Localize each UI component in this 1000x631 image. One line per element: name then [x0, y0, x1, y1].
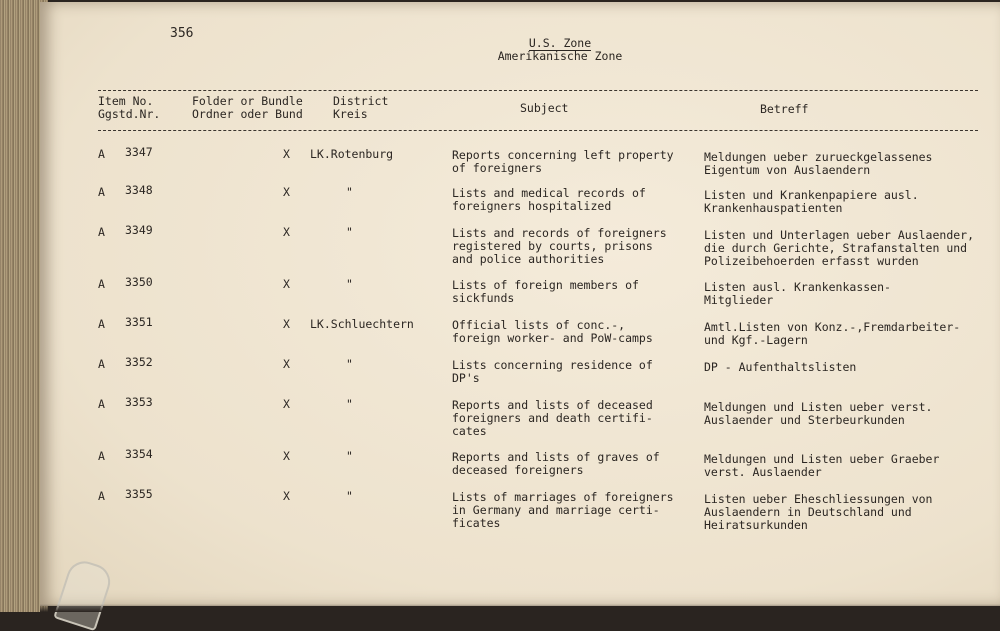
- header-subject: Subject: [520, 101, 569, 115]
- zone-subtitle: Amerikanische Zone: [497, 49, 623, 63]
- district: ": [346, 357, 353, 371]
- betreff: DP - Aufenthaltslisten: [704, 360, 857, 374]
- betreff: Meldungen ueber zurueckgelassenes Eigentum von Auslaendern: [704, 150, 933, 177]
- document-page: [40, 2, 1000, 606]
- folder-mark: X: [283, 317, 290, 331]
- zone-title: [480, 36, 640, 50]
- header-district: [333, 95, 388, 121]
- betreff: Meldungen und Listen ueber verst. Auslaender und Sterbeurkunden: [704, 400, 933, 427]
- item-number: 3349: [125, 223, 153, 237]
- page-number: 356: [170, 26, 194, 41]
- header-folder-line2: Ordner oder Bund: [192, 107, 303, 121]
- betreff: Meldungen und Listen ueber Graeber verst. Auslaender: [704, 452, 940, 479]
- header-item-line1: Item No.: [98, 94, 154, 108]
- folder-mark: X: [283, 225, 290, 239]
- item-number: 3353: [125, 395, 153, 409]
- subject: Lists of marriages of foreigners in Germany and marriage certi- ficates: [452, 490, 674, 530]
- row-letter: A: [98, 277, 105, 291]
- subject: Lists and medical records of foreigners hospitalized: [452, 186, 646, 213]
- header-folder: [192, 95, 303, 121]
- page-bottom-shadow: [40, 604, 1000, 612]
- district: ": [346, 225, 353, 239]
- district: ": [346, 489, 353, 503]
- district: ": [346, 397, 353, 411]
- folder-mark: X: [283, 185, 290, 199]
- subject: Reports and lists of graves of deceased foreigners: [452, 450, 660, 477]
- item-number: 3352: [125, 355, 153, 369]
- subject: Lists and records of foreigners registered by courts, prisons and police authorities: [452, 226, 667, 266]
- header-district-line2: Kreis: [333, 107, 368, 121]
- item-number: 3347: [125, 145, 153, 159]
- zone-title-text: U.S. Zone: [528, 36, 592, 50]
- header-folder-line1: Folder or Bundle: [192, 94, 303, 108]
- betreff: Amtl.Listen von Konz.-,Fremdarbeiter- und Kgf.-Lagern: [704, 320, 961, 347]
- folder-mark: X: [283, 489, 290, 503]
- folder-mark: X: [283, 357, 290, 371]
- header-betreff: Betreff: [760, 102, 809, 116]
- row-letter: A: [98, 225, 105, 239]
- district: ": [346, 185, 353, 199]
- row-letter: A: [98, 397, 105, 411]
- page-clip: [53, 557, 115, 631]
- subject: Reports concerning left property of foreigners: [452, 148, 674, 175]
- district: LK.Schluechtern: [310, 317, 414, 331]
- row-letter: A: [98, 489, 105, 503]
- betreff: Listen und Krankenpapiere ausl. Krankenhauspatienten: [704, 188, 919, 215]
- betreff: Listen und Unterlagen ueber Auslaender, die durch Gerichte, Strafanstalten und Polizeibehoerden erfasst wurden: [704, 228, 975, 268]
- folder-mark: X: [283, 397, 290, 411]
- item-number: 3354: [125, 447, 153, 461]
- district: LK.Rotenburg: [310, 147, 394, 161]
- row-letter: A: [98, 185, 105, 199]
- row-letter: A: [98, 317, 105, 331]
- subject: Lists of foreign members of sickfunds: [452, 278, 639, 305]
- item-number: 3348: [125, 183, 153, 197]
- item-number: 3351: [125, 315, 153, 329]
- header-bottom-rule: [98, 130, 978, 131]
- row-letter: A: [98, 357, 105, 371]
- row-letter: A: [98, 147, 105, 161]
- header-district-line1: District: [333, 94, 389, 108]
- item-number: 3350: [125, 275, 153, 289]
- subject: Lists concerning residence of DP's: [452, 358, 653, 385]
- betreff: Listen ueber Eheschliessungen von Auslaendern in Deutschland und Heiratsurkunden: [704, 492, 933, 532]
- subject: Official lists of conc.-, foreign worker- and PoW-camps: [452, 318, 653, 345]
- subject: Reports and lists of deceased foreigners and death certifi- cates: [452, 398, 653, 438]
- folder-mark: X: [283, 449, 290, 463]
- district: ": [346, 277, 353, 291]
- row-letter: A: [98, 449, 105, 463]
- header-top-rule: [98, 90, 978, 91]
- district: ": [346, 449, 353, 463]
- folder-mark: X: [283, 147, 290, 161]
- folder-mark: X: [283, 277, 290, 291]
- betreff: Listen ausl. Krankenkassen- Mitglieder: [704, 280, 891, 307]
- item-number: 3355: [125, 487, 153, 501]
- header-item-no: [98, 95, 160, 121]
- header-item-line2: Ggstd.Nr.: [98, 107, 161, 121]
